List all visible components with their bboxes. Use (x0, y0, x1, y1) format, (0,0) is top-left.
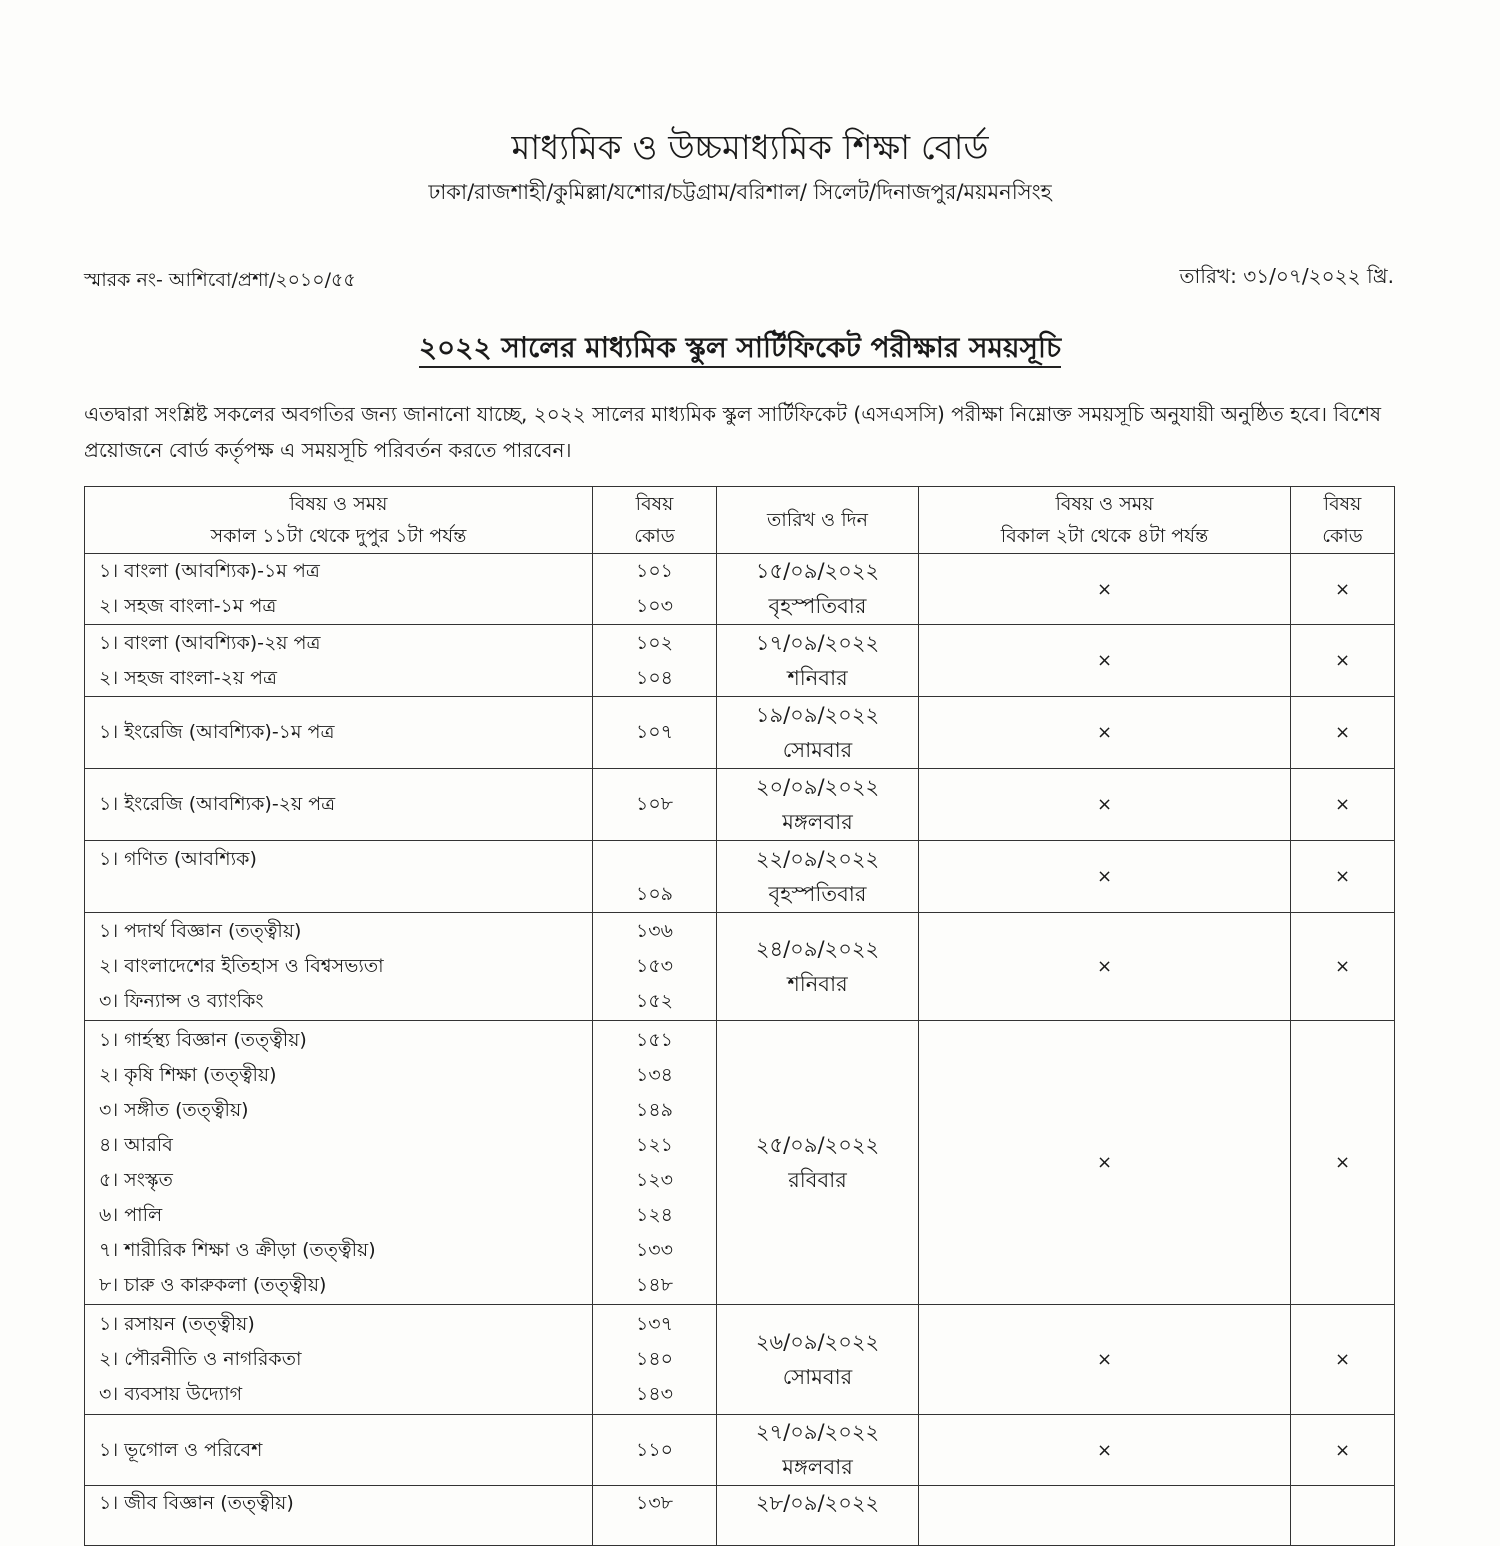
table-row (85, 1305, 1395, 1415)
afternoon-code-cell: × (1291, 1021, 1395, 1305)
date-cell (717, 625, 919, 697)
subject-code: ১৪৯ (636, 1098, 673, 1121)
document-title (0, 326, 1480, 373)
subject-item: ৩। ব্যবসায় উদ্যোগ (99, 1383, 243, 1405)
subject-item: ৭। শারীরিক শিক্ষা ও ক্রীড়া (তত্ত্বীয়) (99, 1238, 376, 1261)
code-cell (593, 697, 717, 769)
subject-code: ১০৯ (635, 882, 673, 905)
code-cell (593, 1021, 717, 1305)
exam-date: ১৭/০৯/২০২২ (755, 630, 880, 655)
subject-code: ১২৩ (635, 1168, 674, 1191)
table-row (85, 841, 1395, 913)
afternoon-cell: × (919, 1415, 1291, 1486)
table-row (85, 1021, 1395, 1305)
subjects-cell (85, 1021, 593, 1305)
subject-code: ১০৭ (635, 721, 674, 743)
header-code-2 (1291, 487, 1395, 554)
subject-item: ১। পদার্থ বিজ্ঞান (তত্ত্বীয়) (99, 920, 302, 942)
exam-day: মঙ্গলবার (782, 809, 853, 834)
exam-date: ২৪/০৯/২০২২ (755, 936, 880, 961)
exam-day: রবিবার (788, 1167, 847, 1192)
memo-number: স্মারক নং- আশিবো/প্রশা/২০১০/৫৫ (84, 269, 356, 291)
date-cell (717, 769, 919, 841)
exam-date: ২২/০৯/২০২২ (755, 846, 880, 871)
table-row (85, 1415, 1395, 1486)
subject-code: ১৩৩ (635, 1238, 674, 1261)
subject-code: ১৩৭ (635, 1313, 674, 1335)
subject-code: ১০১ (635, 560, 673, 582)
subject-item: ২। বাংলাদেশের ইতিহাস ও বিশ্বসভ্যতা (99, 955, 384, 977)
code-cell (593, 841, 717, 913)
afternoon-code-cell: × (1291, 625, 1395, 697)
title-text: ২০২২ সালের মাধ্যমিক স্কুল সার্টিফিকেট পরীক্ষার সময়সূচি (419, 331, 1061, 368)
date-cell (717, 1486, 919, 1546)
code-cell (593, 913, 717, 1021)
date-cell (717, 1415, 919, 1486)
afternoon-code-cell: × (1291, 1305, 1395, 1415)
subject-item: ১। রসায়ন (তত্ত্বীয়) (99, 1313, 255, 1335)
afternoon-cell: × (919, 697, 1291, 769)
subject-item: ৩। সঙ্গীত (তত্ত্বীয়) (99, 1098, 249, 1121)
afternoon-code-cell: × (1291, 769, 1395, 841)
afternoon-cell: × (919, 625, 1291, 697)
subjects-cell (85, 1486, 593, 1546)
subject-item: ১। গার্হস্থ্য বিজ্ঞান (তত্ত্বীয়) (99, 1028, 307, 1051)
subject-code: ১০৪ (635, 666, 673, 689)
subject-item: ১। ইংরেজি (আবশ্যিক)-১ম পত্র (99, 721, 335, 743)
subject-item: ২। কৃষি শিক্ষা (তত্ত্বীয়) (99, 1063, 277, 1086)
afternoon-cell: × (919, 554, 1291, 625)
subjects-cell (85, 697, 593, 769)
subject-item: ৪। আরবি (99, 1133, 173, 1156)
subject-item: ১। বাংলা (আবশ্যিক)-১ম পত্র (99, 560, 320, 582)
subjects-cell (85, 1305, 593, 1415)
exam-date: ২৮/০৯/২০২২ (755, 1491, 880, 1515)
code-cell (593, 554, 717, 625)
exam-day: বৃহস্পতিবার (768, 594, 867, 618)
exam-day: শনিবার (787, 665, 848, 690)
subject-item: ৬। পালি (99, 1203, 163, 1226)
subject-item: ১। ভূগোল ও পরিবেশ (99, 1438, 263, 1461)
table-row (85, 625, 1395, 697)
table-row (85, 1486, 1395, 1546)
document-date: তারিখ: ৩১/০৭/২০২২ খ্রি. (1179, 264, 1394, 288)
header-text: বিষয় ও সময় (289, 493, 388, 515)
exam-day: মঙ্গলবার (782, 1455, 853, 1479)
exam-day: সোমবার (782, 737, 853, 762)
table-header-row (85, 487, 1395, 554)
subject-code: ১২১ (635, 1133, 673, 1156)
board-name: মাধ্যমিক ও উচ্চমাধ্যমিক শিক্ষা বোর্ড (511, 128, 989, 168)
subjects-cell (85, 554, 593, 625)
subject-code: ১২৪ (635, 1203, 673, 1226)
afternoon-cell (919, 1486, 1291, 1546)
afternoon-code-cell: × (1291, 554, 1395, 625)
subjects-cell (85, 913, 593, 1021)
afternoon-cell: × (919, 1021, 1291, 1305)
board-list: ঢাকা/রাজশাহী/কুমিল্লা/যশোর/চট্টগ্রাম/বরিশাল/ সিলেট/দিনাজপুর/ময়মনসিংহ (428, 180, 1052, 204)
date-cell (717, 1305, 919, 1415)
code-cell (593, 625, 717, 697)
header-text: কোড (634, 525, 675, 547)
exam-schedule-table (84, 486, 1395, 1546)
subject-code (593, 842, 716, 877)
date-cell (717, 841, 919, 913)
subject-code: ১০২ (635, 631, 674, 654)
exam-date: ২৭/০৯/২০২২ (755, 1420, 880, 1444)
header-text: কোড (1322, 525, 1363, 547)
afternoon-cell: × (919, 1305, 1291, 1415)
afternoon-code-cell: × (1291, 697, 1395, 769)
subject-item: ৩। ফিন্যান্স ও ব্যাংকিং (99, 990, 264, 1012)
subject-item: ১। গণিত (আবশ্যিক) (99, 847, 257, 870)
code-cell (593, 1305, 717, 1415)
subject-item: ১। জীব বিজ্ঞান (তত্ত্বীয়) (99, 1492, 294, 1514)
table-row (85, 697, 1395, 769)
afternoon-cell: × (919, 913, 1291, 1021)
subject-code: ১৪০ (635, 1348, 673, 1370)
subject-code: ১৪৩ (635, 1383, 673, 1405)
subjects-cell (85, 841, 593, 913)
subject-code: ১১০ (635, 1438, 673, 1461)
exam-date: ১৫/০৯/২০২২ (755, 559, 880, 583)
date-cell (717, 1021, 919, 1305)
afternoon-cell: × (919, 841, 1291, 913)
table-row (85, 913, 1395, 1021)
exam-date: ১৯/০৯/২০২২ (755, 702, 880, 727)
subject-item: ৮। চারু ও কারুকলা (তত্ত্বীয়) (99, 1273, 327, 1296)
exam-date: ২০/০৯/২০২২ (755, 774, 880, 799)
subject-code: ১৫২ (635, 990, 673, 1012)
subject-item: ১। বাংলা (আবশ্যিক)-২য় পত্র (99, 631, 321, 654)
date-cell (717, 913, 919, 1021)
code-cell (593, 769, 717, 841)
exam-date: ২৫/০৯/২০২২ (755, 1132, 880, 1157)
intro-paragraph: এতদ্বারা সংশ্লিষ্ট সকলের অবগতির জন্য জানানো যাচ্ছে, ২০২২ সালের মাধ্যমিক স্কুল সার্টিফিকেট (এসএসসি) পরীক্ষা নিম্নোক্ত সময়সূচি অনুযায়ী অনুষ্ঠিত হবে। বিশেষ প্রয়োজনে বোর্ড কর্তৃপক্ষ এ সময়সূচি পরিবর্তন করতে পারবেন। (84, 402, 1382, 462)
afternoon-code-cell: × (1291, 841, 1395, 913)
header-text: সকাল ১১টা থেকে দুপুর ১টা পর্যন্ত (210, 525, 467, 547)
subjects-cell (85, 1415, 593, 1486)
subject-item: ১। ইংরেজি (আবশ্যিক)-২য় পত্র (99, 793, 336, 815)
table-row (85, 554, 1395, 625)
afternoon-code-cell: × (1291, 1415, 1395, 1486)
afternoon-code-cell (1291, 1486, 1395, 1546)
subject-code: ১৫১ (636, 1028, 673, 1051)
header-morning (85, 487, 593, 554)
header-date: তারিখ ও দিন (717, 487, 919, 554)
subject-code: ১০৮ (635, 793, 673, 815)
code-cell (593, 1415, 717, 1486)
header-text: বিষয় (635, 493, 674, 515)
subject-code: ১৩৬ (635, 920, 674, 942)
date-cell (717, 554, 919, 625)
header-code (593, 487, 717, 554)
table-row (85, 769, 1395, 841)
code-cell (593, 1486, 717, 1546)
subject-item (99, 877, 592, 912)
header-text: বিকাল ২টা থেকে ৪টা পর্যন্ত (1000, 525, 1209, 547)
header-text: বিষয় (1323, 493, 1362, 515)
subject-code: ১৪৮ (636, 1273, 673, 1296)
afternoon-code-cell: × (1291, 913, 1395, 1021)
header-afternoon (919, 487, 1291, 554)
subject-code: ১৫৩ (635, 955, 673, 977)
date-cell (717, 697, 919, 769)
exam-day: বৃহস্পতিবার (768, 881, 867, 906)
exam-date: ২৬/০৯/২০২২ (755, 1329, 880, 1354)
subject-code: ১০৩ (635, 595, 674, 617)
subject-item: ২। সহজ বাংলা-১ম পত্র (99, 595, 277, 617)
header-text: বিষয় ও সময় (1055, 493, 1154, 515)
exam-day: সোমবার (782, 1364, 853, 1389)
exam-day: শনিবার (787, 971, 848, 996)
afternoon-cell: × (919, 769, 1291, 841)
subject-item: ২। পৌরনীতি ও নাগরিকতা (99, 1348, 302, 1370)
subject-code: ১৩৪ (635, 1063, 673, 1086)
subject-item: ২। সহজ বাংলা-২য় পত্র (99, 666, 277, 689)
subject-code: ১৩৮ (635, 1492, 673, 1514)
subject-item: ৫। সংস্কৃত (99, 1168, 173, 1191)
subjects-cell (85, 769, 593, 841)
subjects-cell (85, 625, 593, 697)
